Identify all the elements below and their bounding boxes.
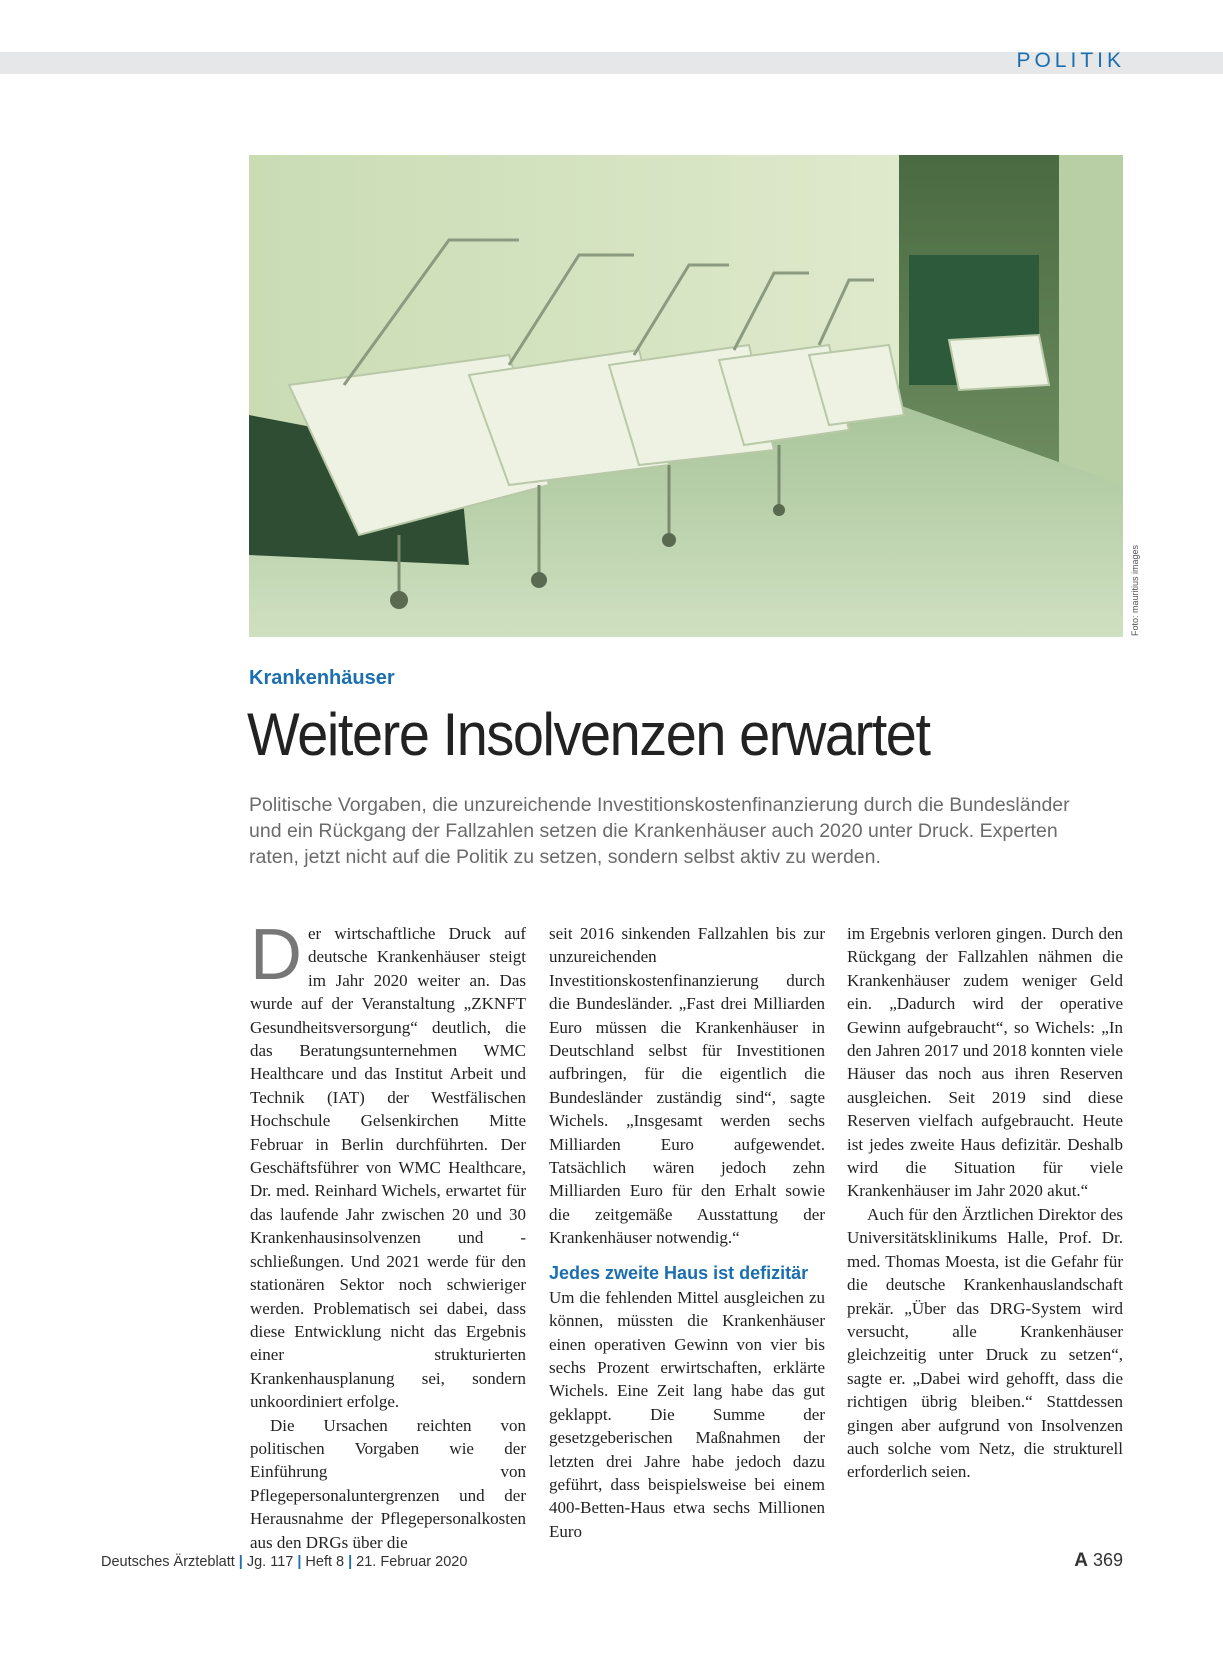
article-photo (249, 155, 1123, 637)
page-number (1074, 1550, 1123, 1572)
paragraph-1-text: er wirtschaftliche Druck auf deutsche Krankenhäuser steigt im Jahr 2020 weiter an. Das wurde auf der Veranstaltung „ZKNFT Gesundheitsversorgung“ deutlich, die das Beratungsunternehmen WMC Healthcare und das Institut Arbeit und Technik (IAT) der Westfälischen Hochschule Gelsenkirchen Mitte Februar in Berlin durchführten. Der Geschäftsführer von WMC Healthcare, Dr. med. Reinhard Wichels, erwartet für das laufende Jahr zwischen 20 und 30 Krankenhausinsolvenzen und -schließungen. Und 2021 werde für den stationären Sektor noch schwieriger werden. Problematisch sei dabei, dass diese Entwicklung nicht das Ergebnis einer strukturierten Krankenhausplanung sei, sondern unkoordiniert erfolge. (250, 924, 526, 1412)
article-lead: Politische Vorgaben, die unzureichende Investitionskostenfinanzierung durch die Bundesländer und ein Rückgang der Fallzahlen setzen die Krankenhäuser auch 2020 unter Druck. Experten raten, jetzt nicht auf die Politik zu setzen, sondern selbst aktiv zu werden. (249, 794, 1070, 868)
paragraph-3-end: im Ergebnis verloren gingen. Durch den Rückgang der Fallzahlen nähmen die Krankenhäuser zudem weniger Geld ein. „Dadurch wird der operative Gewinn aufgebraucht“, so Wichels: „In den Jahren 2017 und 2018 konnten viele Häuser das noch aus ihren Reserven ausgleichen. Seit 2019 sind diese Reserven vielfach aufgebraucht. Heute ist jedes zweite Haus defizitär. Deshalb wird die Situation für viele Krankenhäuser im Jahr 2020 akut.“ (847, 924, 1123, 1201)
paragraph-2-end: seit 2016 sinkenden Fallzahlen bis zur unzureichenden Investitionskostenfinanzierung durch die Bundesländer. „Fast drei Milliarden Euro müssen die Krankenhäuser in Deutschland selbst für Investitionen aufbringen, für die eigentlich die Bundesländer zuständig sind“, sagte Wichels. „Insgesamt werden sechs Milliarden Euro aufgewendet. Tatsächlich wären jedoch zehn Milliarden Euro für den Erhalt sowie die zeitgemäße Ausstattung der Krankenhäuser notwendig.“ (549, 924, 825, 1248)
text-column-1 (250, 915, 526, 1554)
text-column-3 (847, 922, 1123, 1484)
page-footer: Deutsches Ärzteblatt | Jg. 117 | Heft 8 | 21. Februar 2020 (101, 1554, 468, 1570)
paragraph-3-start: Um die fehlenden Mittel ausgleichen zu können, müssten die Krankenhäuser einen operativen Gewinn von vier bis sechs Prozent erwirtschaften, erklärte Wichels. Eine Zeit lang habe das gut geklappt. Die Summe der gesetzgeberischen Maßnahmen der letzten drei Jahre habe jedoch dazu geführt, dass beispielsweise bei einem 400-Betten-Haus etwa sechs Millionen Euro (549, 1287, 825, 1541)
issue-date: 21. Februar 2020 (356, 1554, 468, 1570)
hospital-beds-image (249, 155, 1123, 637)
journal-name: Deutsches Ärzteblatt (101, 1554, 235, 1570)
article-headline: Weitere Insolvenzen erwartet (247, 701, 930, 768)
paragraph-4: Auch für den Ärztlichen Direktor des Universitätsklinikums Halle, Prof. Dr. med. Thomas Moesta, ist die Gefahr für die deutsche Krankenhauslandschaft prekär. „Über das DRG-System wird versucht, alle Krankenhäuser gleichzeitig unter Druck zu setzen“, sagte er. „Dabei wird gehofft, dass die richtigen übrig bleiben.“ Stattdessen gingen aber aufgrund von Insolvenzen auch solche vom Netz, die strukturell erforderlich seien. (847, 1204, 1123, 1482)
section-label: POLITIK (1016, 49, 1125, 72)
journal-volume: Jg. 117 (246, 1554, 294, 1570)
page-number-value: 369 (1092, 1550, 1123, 1570)
photo-credit: Foto: mauritius images (1130, 544, 1140, 636)
text-column-2 (549, 922, 825, 1543)
paragraph-2-start: Die Ursachen reichten von politischen Vorgaben wie der Einführung von Pflegepersonaluntergrenzen und der Herausnahme der Pflegepersonalkosten aus den DRGs über die (250, 1415, 526, 1552)
drop-cap: D (250, 915, 302, 995)
article-kicker: Krankenhäuser (249, 667, 395, 689)
page-prefix: A (1074, 1550, 1088, 1571)
subheading: Jedes zweite Haus ist defizitär (549, 1262, 809, 1283)
journal-issue: Heft 8 (305, 1554, 345, 1570)
paragraph-1 (250, 915, 526, 1414)
